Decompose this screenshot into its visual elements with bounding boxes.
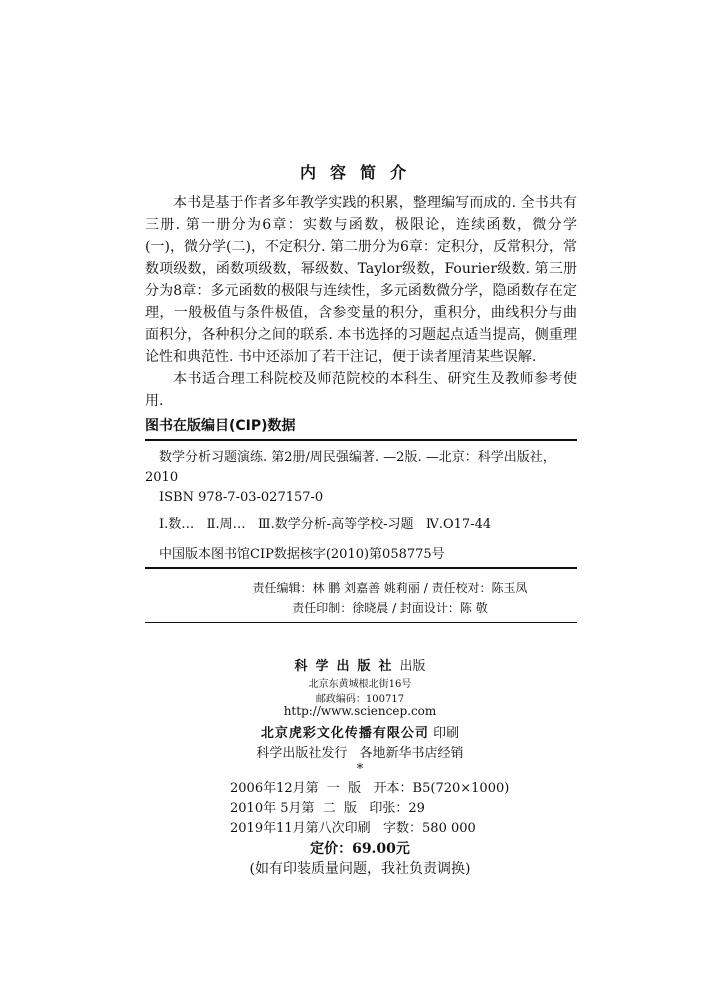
cip-record xyxy=(145,448,577,508)
edition-spec-2: 2010年 5月第 二 版 印张：29 xyxy=(230,801,425,816)
distribution-line: 科学出版社发行 各地新华书店经销 xyxy=(256,746,464,761)
credits-production: 责任印制：徐晓晨 / 封面设计：陈 敬 xyxy=(292,601,488,615)
publisher-name: 科学出版社 xyxy=(294,659,400,674)
cip-heading: 图书在版编目(CIP)数据 xyxy=(145,418,296,434)
publisher-postcode: 邮政编码：100717 xyxy=(315,694,405,705)
edition-spec-3: 2019年11月第八次印刷 字数：580 000 xyxy=(230,821,476,836)
cip-number: 中国版本图书馆CIP数据核字(2010)第058775号 xyxy=(159,547,445,562)
cip-bottom-rule xyxy=(145,567,577,569)
quality-notice: (如有印装质量问题，我社负责调换) xyxy=(249,861,471,877)
cip-title-line-2: 2010 xyxy=(145,470,179,485)
printer-suffix: 印刷 xyxy=(433,726,460,741)
printer-name: 北京虎彩文化传播有限公司 xyxy=(260,726,429,741)
intro-title: 内容简介 xyxy=(299,163,420,182)
publisher-line xyxy=(0,655,720,674)
cip-title-line-1: 数学分析习题演练. 第2册/周民强编著. —2版. —北京：科学出版社， xyxy=(159,450,556,465)
intro-section xyxy=(145,192,577,412)
publisher-suffix: 出版 xyxy=(399,659,426,674)
publisher-website: http://www.sciencep.com xyxy=(283,704,437,718)
intro-paragraph-2: 本书适合理工科院校及师范院校的本科生、研究生及教师参考使用. xyxy=(145,371,577,409)
intro-paragraph-1: 本书是基于作者多年教学实践的积累，整理编写而成的. 全书共有三册. 第一册分为6章：实数与函数，极限论，连续函数，微分学(一)，微分学(二)，不定积分. 第二册分为6章：定积分，反常积分，常数项级数，函数项级数，幂级数、Taylor级数，Fourier级数. 第三册分为8章：多元函数的极限与连续性，多元函数微分学，隐函数存在定理，一般极值与条件极值，含参变量的积分，重积分，曲线积分与曲面积分，各种积分之间的联系. 本书选择的习题起点适当提高，侧重理论性和典范性. 书中还添加了若干注记，便于读者厘清某些误解. xyxy=(145,195,577,365)
publisher-address: 北京东黄城根北街16号 xyxy=(308,679,412,690)
separator-star: * xyxy=(356,762,364,777)
price: 定价：69.00元 xyxy=(310,841,410,857)
printer-line xyxy=(0,722,720,741)
cip-isbn: ISBN 978-7-03-027157-0 xyxy=(159,490,324,505)
credits-rule xyxy=(145,622,577,623)
credits-editors: 责任编辑：林 鹏 刘嘉善 姚莉丽 / 责任校对：陈玉凤 xyxy=(252,581,528,595)
cip-top-rule xyxy=(145,439,577,441)
edition-spec-1: 2006年12月第 一 版 开本：B5(720×1000) xyxy=(230,781,510,796)
cip-classification: Ⅰ.数… Ⅱ.周… Ⅲ.数学分析-高等学校-习题 Ⅳ.O17-44 xyxy=(159,517,492,532)
